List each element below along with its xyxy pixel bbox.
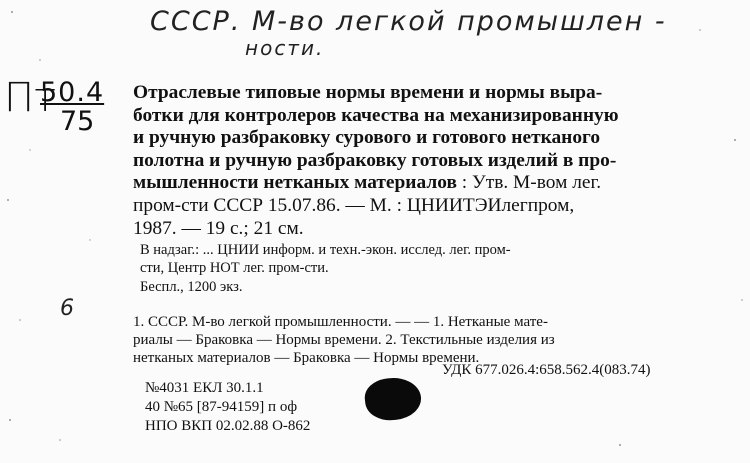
bibliographic-description (133, 82, 733, 240)
subject-line: риалы — Браковка — Нормы времени. 2. Текстильные изделия из (133, 332, 555, 349)
subject-headings (133, 313, 733, 368)
code-line: НПО ВКП 02.02.88 О-862 (145, 418, 311, 434)
handwritten-heading-line1: СССР. М-во легкой промышлен - (150, 6, 667, 37)
title-line: Отраслевые типовые нормы времени и нормы выра- (133, 82, 603, 103)
title-line: мышленности нетканых материалов : Утв. М-вом лег. (133, 172, 602, 194)
handwritten-side-note: 6 (60, 296, 74, 321)
code-line: 40 №65 [87-94159] п оф (145, 399, 298, 415)
note-line: сти, Центр НОТ лег. пром-сти. (140, 260, 329, 276)
handwritten-heading-line2: ности. (245, 36, 325, 60)
title-line: и ручную разбраковку сурового и готового нетканого (133, 127, 601, 149)
subject-line: 1. СССР. М-во легкой промышленности. — — 1. Нетканые мате- (133, 314, 548, 330)
ink-blot (363, 375, 423, 423)
code-line: №4031 ЕКЛ 30.1.1 (145, 380, 264, 396)
title-line: полотна и ручную разбраковку готовых изделий в про- (133, 149, 617, 171)
title-line: ботки для контролеров качества на механизированную (133, 104, 619, 126)
imprint-line: пром-сти СССР 15.07.86. — М. : ЦНИИТЭИлегпром, (133, 194, 575, 216)
shelf-mark-numerator: 50.4 (40, 77, 105, 108)
subject-line: нетканых материалов — Браковка — Нормы времени. (133, 350, 480, 367)
udc-code: УДК 677.026.4:658.562.4(083.74) (442, 362, 651, 378)
shelf-mark-denominator: 75 (60, 106, 95, 137)
note-line: В надзаг.: ... ЦНИИ информ. и техн.-экон. исслед. лег. пром- (140, 242, 511, 258)
imprint-line: 1987. — 19 с.; 21 см. (133, 217, 304, 239)
imprint-tail: : Утв. М-вом лег. (456, 172, 602, 194)
card-codes (145, 379, 310, 436)
price-line: Беспл., 1200 экз. (140, 279, 243, 295)
shelf-mark-prefix: Пт (4, 75, 57, 121)
shelf-mark (4, 75, 124, 140)
